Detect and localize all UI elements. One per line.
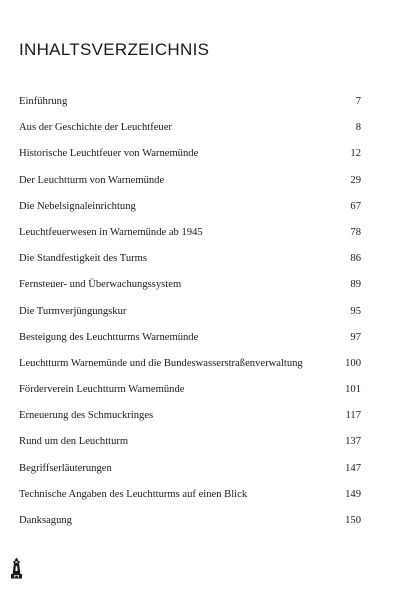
toc-entry-title: Die Nebelsignaleinrichtung xyxy=(19,200,136,212)
toc-entry-title: Historische Leuchtfeuer von Warnemünde xyxy=(19,148,199,160)
toc-entry xyxy=(19,92,361,118)
toc-entry xyxy=(19,275,361,301)
toc-entry-title: Leuchtturm Warnemünde und die Bundeswasserstraßenverwaltung xyxy=(19,357,303,369)
toc-entry-page-number: 78 xyxy=(350,226,361,238)
toc-entry-page-number: 137 xyxy=(345,436,361,448)
toc-entry-title: Erneuerung des Schmuckringes xyxy=(19,410,154,422)
toc-entry-page-number: 8 xyxy=(355,122,361,134)
toc-entry-page-number: 7 xyxy=(355,96,361,107)
toc-entry xyxy=(19,485,361,511)
toc-entry-page-number: 86 xyxy=(350,253,361,265)
toc-entry xyxy=(19,406,361,432)
toc-entry xyxy=(19,511,361,537)
toc-entry-page-number: 149 xyxy=(345,488,361,500)
toc-entry-page-number: 147 xyxy=(345,462,361,474)
toc-entry-title: Danksagung xyxy=(19,515,72,526)
toc-entry xyxy=(19,354,361,380)
toc-entry-page-number: 67 xyxy=(350,200,361,212)
toc-entry-page-number: 100 xyxy=(345,357,361,369)
toc-entry-page-number: 117 xyxy=(345,410,361,422)
toc-entry-page-number: 29 xyxy=(350,174,361,186)
toc-entry-title: Rund um den Leuchtturm xyxy=(19,436,129,448)
toc-entry-title: Förderverein Leuchtturm Warnemünde xyxy=(19,384,185,396)
toc-entry-page-number: 150 xyxy=(345,515,361,526)
toc-entry xyxy=(19,380,361,406)
toc-entry xyxy=(19,249,361,275)
toc-entry-title: Begriffserläuterungen xyxy=(19,462,112,474)
toc-entry xyxy=(19,223,361,249)
toc-entry-title: Besteigung des Leuchtturms Warnemünde xyxy=(19,331,199,343)
toc-entry-title: Der Leuchtturm von Warnemünde xyxy=(19,174,165,186)
toc-entry-title: Einführung xyxy=(19,96,68,107)
toc-entry-page-number: 95 xyxy=(350,305,361,317)
toc-entry xyxy=(19,302,361,328)
toc-entry xyxy=(19,432,361,458)
toc-entry-title: Die Turmverjüngungskur xyxy=(19,305,127,317)
toc-entry xyxy=(19,118,361,144)
toc-entry-title: Die Standfestigkeit des Turms xyxy=(19,253,148,265)
toc-entry xyxy=(19,328,361,354)
toc-entry-title: Aus der Geschichte der Leuchtfeuer xyxy=(19,122,172,134)
page-title: INHALTSVERZEICHNIS xyxy=(19,40,210,59)
toc-entry-page-number: 97 xyxy=(350,331,361,343)
toc-entry xyxy=(19,144,361,170)
toc-entry xyxy=(19,197,361,223)
toc-entry xyxy=(19,171,361,197)
lighthouse-emblem-icon xyxy=(10,557,23,579)
toc-entry-title: Leuchtfeuerwesen in Warnemünde ab 1945 xyxy=(19,226,203,238)
toc-entry-title: Fernsteuer- und Überwachungssystem xyxy=(19,279,182,291)
toc-entry xyxy=(19,459,361,485)
toc-entry-page-number: 12 xyxy=(350,148,361,160)
toc-entry-page-number: 89 xyxy=(350,279,361,291)
toc-entry-title: Technische Angaben des Leuchtturms auf einen Blick xyxy=(19,488,248,500)
toc-entry-page-number: 101 xyxy=(345,384,361,396)
table-of-contents xyxy=(19,92,361,537)
